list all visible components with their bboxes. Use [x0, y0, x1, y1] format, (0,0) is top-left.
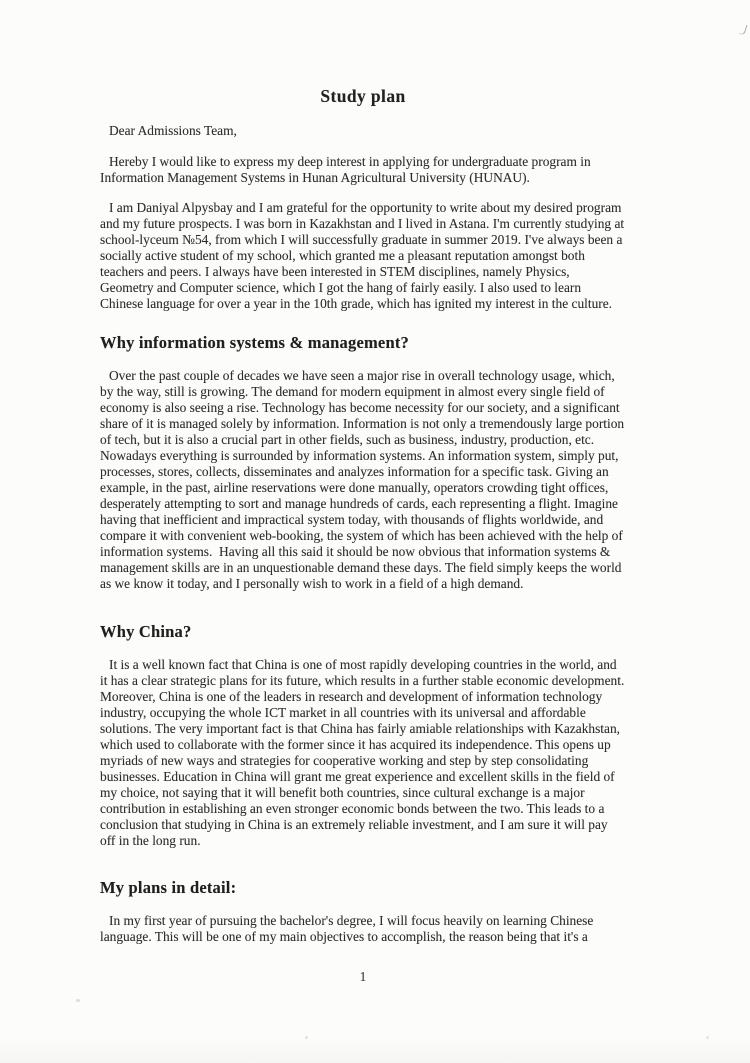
- scan-artifact-mark: [738, 23, 747, 35]
- scan-speck: [305, 1036, 308, 1039]
- section-heading-why-china: Why China?: [100, 622, 192, 641]
- section-paragraph-why-china: It is a well known fact that China is one of most rapidly developing countries in the world, and it has a clear strategic plans for its future, which results in a further stable economic development. Moreover, China is one of the leaders in research and development of information technology industry, occupying the whole ICT market in all countries with its universal and affordable solutions. The very important fact is that China has fairly amiable relationships with Kazakhstan, which used to collaborate with the former since it has acquired its independence. This opens up myriads of new ways and strategies for cooperative working and step by step consolidating businesses. Education in China will grant me great experience and excellent skills in the field of my choice, not saying that it will benefit both countries, since cultural exchange is a major contribution in establishing an even stronger economic bonds between the two. This leads to a conclusion that studying in China is an extremely reliable investment, and I am sure it will pay off in the long run.: [100, 657, 628, 848]
- page-number: 1: [359, 969, 367, 984]
- section-paragraph-my-plans: In my first year of pursuing the bachelor's degree, I will focus heavily on learning Chinese language. This will be one of my main objectives to accomplish, the reason being that it's a: [100, 913, 597, 944]
- intro-paragraph-1: Hereby I would like to express my deep interest in applying for undergraduate program in Information Management Systems in Hunan Agricultural University (HUNAU).: [100, 154, 595, 185]
- salutation: Dear Admissions Team,: [109, 123, 237, 138]
- section-heading-my-plans: My plans in detail:: [100, 878, 237, 897]
- document-title: Study plan: [320, 86, 406, 106]
- section-paragraph-why-information-systems: Over the past couple of decades we have seen a major rise in overall technology usage, which, by the way, still is growing. The demand for modern equipment in almost every single field of economy is also seeing a rise. Technology has become necessity for our society, and a significant share of it is managed solely by information. Information is not only a tremendously large portion of tech, but it is also a crucial part in other fields, such as business, industry, production, etc. Nowadays everything is surrounded by information systems. An information system, simply put, processes, stores, collects, disseminates and analyzes information for a specific task. Giving an example, in the past, airline reservations were done manually, operators crowding tight offices, desperately attempting to sort and manage hundreds of cards, each representing a flight. Imagine having that inefficient and impractical system today, with thousands of flights worldwide, and compare it with convenient web-booking, the system of which has been achieved with the help of information systems. Having all this said it should be now obvious that information systems & management skills are in an unquestionable demand these days. The field simply keeps the world as we know it today, and I personally wish to work in a field of a high demand.: [100, 368, 628, 591]
- scan-speck: [706, 1036, 709, 1039]
- section-heading-why-information-systems: Why information systems & management?: [100, 333, 409, 352]
- intro-paragraph-2: I am Daniyal Alpysbay and I am grateful for the opportunity to write about my desired program and my future prospects. I was born in Kazakhstan and I lived in Astana. I'm currently studying at school-lyceum №54, from which I will successfully graduate in summer 2019. I've always been a socially active student of my school, which granted me a pleasant reputation amongst both teachers and peers. I always have been interested in STEM disciplines, namely Physics, Geometry and Computer science, which I got the hang of fairly easily. I also used to learn Chinese language for over a year in the 10th grade, which has ignited my interest in the culture.: [100, 200, 628, 311]
- scan-speck: [76, 999, 80, 1002]
